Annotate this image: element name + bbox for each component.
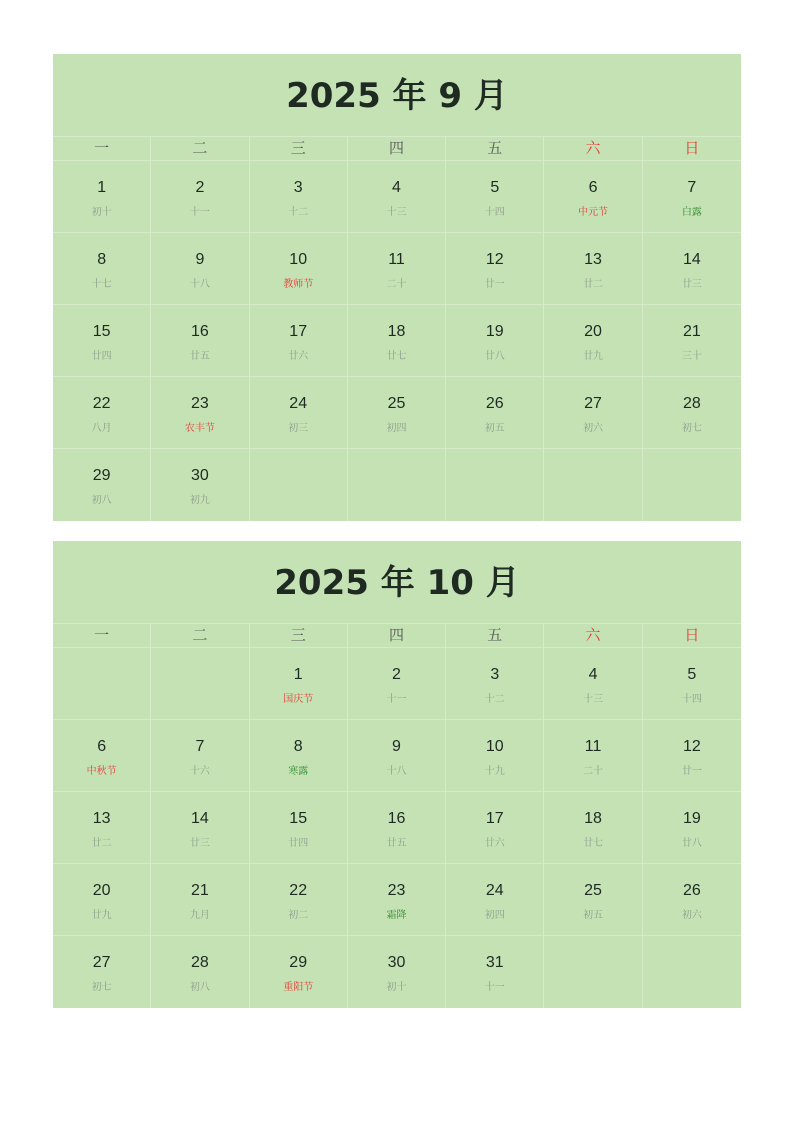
solar-term-label: 白露: [681, 207, 702, 218]
day-number: 1: [293, 666, 303, 683]
day-number: 19: [682, 810, 701, 827]
weekday-header: [53, 623, 741, 648]
weekday-sat: 六: [544, 137, 642, 160]
day-cell: [348, 720, 446, 792]
day-number: 7: [195, 738, 205, 755]
lunar-date: 初四: [484, 910, 505, 921]
weekday-wed: 三: [250, 624, 348, 647]
day-number: 23: [191, 395, 209, 412]
day-cell: [151, 161, 249, 233]
day-cell: [446, 864, 544, 936]
day-cell: [250, 720, 348, 792]
empty-day-cell: [643, 936, 741, 1008]
lunar-date: 初五: [583, 910, 604, 921]
lunar-date: 初十: [386, 982, 407, 993]
day-number: 13: [584, 251, 602, 268]
lunar-date: 初七: [91, 982, 112, 993]
lunar-date: 十一: [484, 982, 505, 993]
lunar-date: 十三: [583, 694, 604, 705]
month-title: 2025 年 10 月: [274, 563, 520, 603]
lunar-date: 廿五: [386, 838, 407, 849]
day-cell: [151, 377, 249, 449]
day-cell: [151, 720, 249, 792]
day-cell: [151, 936, 249, 1008]
day-number: 26: [682, 882, 701, 899]
day-grid: [53, 648, 741, 1008]
weekday-thu: 四: [348, 624, 446, 647]
day-number: 15: [289, 810, 308, 827]
day-number: 5: [687, 666, 697, 683]
lunar-date: 廿六: [288, 351, 309, 362]
day-number: 30: [387, 954, 406, 971]
day-number: 29: [92, 467, 111, 484]
lunar-date: 初十: [91, 207, 112, 218]
day-number: 22: [92, 395, 111, 412]
weekday-fri: 五: [446, 137, 544, 160]
day-cell: [446, 377, 544, 449]
lunar-date: 初六: [583, 423, 604, 434]
day-cell: [250, 864, 348, 936]
lunar-date: 十一: [386, 694, 407, 705]
day-number: 16: [387, 810, 406, 827]
lunar-date: 廿三: [189, 838, 210, 849]
day-cell: [151, 864, 249, 936]
day-cell: [151, 792, 249, 864]
lunar-date: 二十: [386, 279, 407, 290]
day-number: 3: [293, 179, 303, 196]
day-cell: [348, 864, 446, 936]
day-number: 15: [92, 323, 111, 340]
weekday-fri: 五: [446, 624, 544, 647]
day-number: 6: [97, 738, 107, 755]
day-number: 9: [195, 251, 205, 268]
festival-label: 中秋节: [86, 766, 117, 777]
lunar-date: 廿七: [386, 351, 407, 362]
day-cell: [643, 864, 741, 936]
day-cell: [544, 305, 642, 377]
weekday-sun: 日: [684, 626, 700, 644]
day-number: 18: [387, 323, 406, 340]
day-number: 4: [392, 179, 401, 196]
month-title: 2025 年 9 月: [286, 76, 508, 116]
day-cell: [643, 233, 741, 305]
day-number: 4: [588, 666, 598, 683]
day-cell: [53, 864, 151, 936]
lunar-date: 廿四: [91, 351, 112, 362]
empty-day-cell: [544, 449, 642, 521]
day-cell: [446, 720, 544, 792]
day-cell: [53, 720, 151, 792]
lunar-date: 廿三: [681, 279, 702, 290]
day-cell: [544, 864, 642, 936]
day-number: 12: [485, 251, 504, 268]
lunar-date: 初二: [288, 910, 309, 921]
lunar-date: 廿四: [288, 838, 309, 849]
day-cell: [53, 161, 151, 233]
day-number: 18: [584, 810, 602, 827]
day-cell: [250, 233, 348, 305]
day-number: 14: [191, 810, 209, 827]
lunar-date: 十二: [288, 207, 309, 218]
day-number: 2: [392, 666, 401, 683]
solar-term-label: 霜降: [386, 910, 407, 921]
day-cell: [250, 305, 348, 377]
day-number: 27: [92, 954, 111, 971]
day-cell: [643, 305, 741, 377]
lunar-date: 初七: [681, 423, 702, 434]
day-number: 7: [687, 179, 697, 196]
festival-label: 国庆节: [283, 694, 314, 705]
lunar-date: 初四: [386, 423, 407, 434]
festival-label: 教师节: [283, 279, 314, 290]
day-number: 2: [195, 179, 205, 196]
lunar-date: 十七: [91, 279, 112, 290]
day-cell: [544, 648, 642, 720]
day-number: 22: [289, 882, 308, 899]
day-cell: [544, 377, 642, 449]
day-cell: [348, 792, 446, 864]
day-cell: [53, 449, 151, 521]
lunar-date: 初五: [484, 423, 505, 434]
day-number: 28: [191, 954, 209, 971]
calendar-month: [53, 541, 741, 1008]
day-number: 20: [92, 882, 111, 899]
day-number: 28: [682, 395, 701, 412]
day-cell: [348, 377, 446, 449]
day-cell: [643, 792, 741, 864]
day-cell: [53, 936, 151, 1008]
weekday-sat: 六: [544, 624, 642, 647]
day-number: 11: [584, 738, 602, 755]
weekday-tue: 二: [151, 137, 249, 160]
weekday-thu: 四: [348, 137, 446, 160]
weekday-header: [53, 136, 741, 161]
day-number: 10: [485, 738, 504, 755]
day-number: 24: [485, 882, 504, 899]
day-number: 8: [293, 738, 303, 755]
lunar-date: 廿九: [91, 910, 112, 921]
festival-label: 中元节: [578, 207, 609, 218]
day-cell: [446, 792, 544, 864]
lunar-date: 初八: [91, 495, 112, 506]
lunar-date: 初三: [288, 423, 309, 434]
day-number: 13: [92, 810, 111, 827]
day-number: 31: [485, 954, 504, 971]
lunar-date: 廿八: [681, 838, 702, 849]
day-cell: [446, 305, 544, 377]
weekday-sun: 日: [684, 139, 700, 157]
day-number: 10: [289, 251, 308, 268]
day-cell: [348, 936, 446, 1008]
lunar-date: 十一: [189, 207, 210, 218]
weekday-tue: 二: [151, 624, 249, 647]
day-number: 23: [387, 882, 406, 899]
lunar-date: 十八: [386, 766, 407, 777]
day-number: 8: [97, 251, 107, 268]
day-cell: [643, 720, 741, 792]
weekday-mon: 一: [53, 137, 151, 160]
day-cell: [250, 161, 348, 233]
day-number: 30: [191, 467, 209, 484]
empty-day-cell: [446, 449, 544, 521]
day-cell: [446, 161, 544, 233]
lunar-date: 初六: [681, 910, 702, 921]
lunar-date: 初九: [189, 495, 210, 506]
lunar-date: 廿二: [583, 279, 604, 290]
day-cell: [348, 305, 446, 377]
day-cell: [643, 648, 741, 720]
day-cell: [151, 233, 249, 305]
lunar-date: 廿一: [681, 766, 702, 777]
day-cell: [544, 792, 642, 864]
day-number: 29: [289, 954, 308, 971]
empty-day-cell: [544, 936, 642, 1008]
day-cell: [544, 720, 642, 792]
day-number: 9: [392, 738, 401, 755]
lunar-date: 十八: [189, 279, 210, 290]
day-number: 24: [289, 395, 308, 412]
weekday-mon: 一: [53, 624, 151, 647]
day-cell: [53, 792, 151, 864]
lunar-date: 十二: [484, 694, 505, 705]
day-number: 25: [387, 395, 406, 412]
day-cell: [53, 233, 151, 305]
day-cell: [250, 377, 348, 449]
lunar-date: 二十: [583, 766, 604, 777]
empty-day-cell: [643, 449, 741, 521]
day-cell: [544, 233, 642, 305]
day-cell: [151, 449, 249, 521]
day-number: 26: [485, 395, 504, 412]
lunar-date: 三十: [681, 351, 702, 362]
lunar-date: 廿七: [583, 838, 604, 849]
day-number: 17: [289, 323, 308, 340]
day-number: 6: [588, 179, 598, 196]
festival-label: 农丰节: [184, 423, 215, 434]
lunar-date: 十九: [484, 766, 505, 777]
day-cell: [53, 305, 151, 377]
lunar-date: 廿六: [484, 838, 505, 849]
day-cell: [250, 792, 348, 864]
day-number: 21: [682, 323, 701, 340]
festival-label: 重阳节: [283, 982, 314, 993]
day-cell: [348, 233, 446, 305]
day-cell: [250, 936, 348, 1008]
day-cell: [348, 161, 446, 233]
solar-term-label: 寒露: [288, 766, 309, 777]
lunar-date: 廿一: [484, 279, 505, 290]
day-cell: [250, 648, 348, 720]
empty-day-cell: [151, 648, 249, 720]
day-number: 17: [485, 810, 504, 827]
day-number: 27: [584, 395, 602, 412]
lunar-date: 八月: [91, 423, 112, 434]
day-cell: [151, 305, 249, 377]
lunar-date: 廿二: [91, 838, 112, 849]
day-number: 12: [682, 738, 701, 755]
day-cell: [348, 648, 446, 720]
empty-day-cell: [53, 648, 151, 720]
day-number: 19: [485, 323, 504, 340]
lunar-date: 十四: [681, 694, 702, 705]
lunar-date: 廿八: [484, 351, 505, 362]
lunar-date: 十三: [386, 207, 407, 218]
day-number: 25: [584, 882, 602, 899]
day-cell: [53, 377, 151, 449]
empty-day-cell: [250, 449, 348, 521]
day-cell: [446, 233, 544, 305]
day-cell: [643, 377, 741, 449]
day-grid: [53, 161, 741, 521]
day-number: 14: [682, 251, 701, 268]
lunar-date: 廿五: [189, 351, 210, 362]
day-cell: [446, 936, 544, 1008]
weekday-wed: 三: [250, 137, 348, 160]
lunar-date: 廿九: [583, 351, 604, 362]
day-number: 5: [490, 179, 500, 196]
day-number: 1: [97, 179, 107, 196]
lunar-date: 十六: [189, 766, 210, 777]
day-number: 21: [191, 882, 209, 899]
day-number: 16: [191, 323, 209, 340]
empty-day-cell: [348, 449, 446, 521]
calendar-month: [53, 54, 741, 521]
day-cell: [544, 161, 642, 233]
day-number: 11: [388, 251, 405, 268]
day-number: 20: [584, 323, 602, 340]
lunar-date: 十四: [484, 207, 505, 218]
lunar-date: 九月: [189, 910, 210, 921]
day-number: 3: [490, 666, 500, 683]
day-cell: [643, 161, 741, 233]
day-cell: [446, 648, 544, 720]
lunar-date: 初八: [189, 982, 210, 993]
